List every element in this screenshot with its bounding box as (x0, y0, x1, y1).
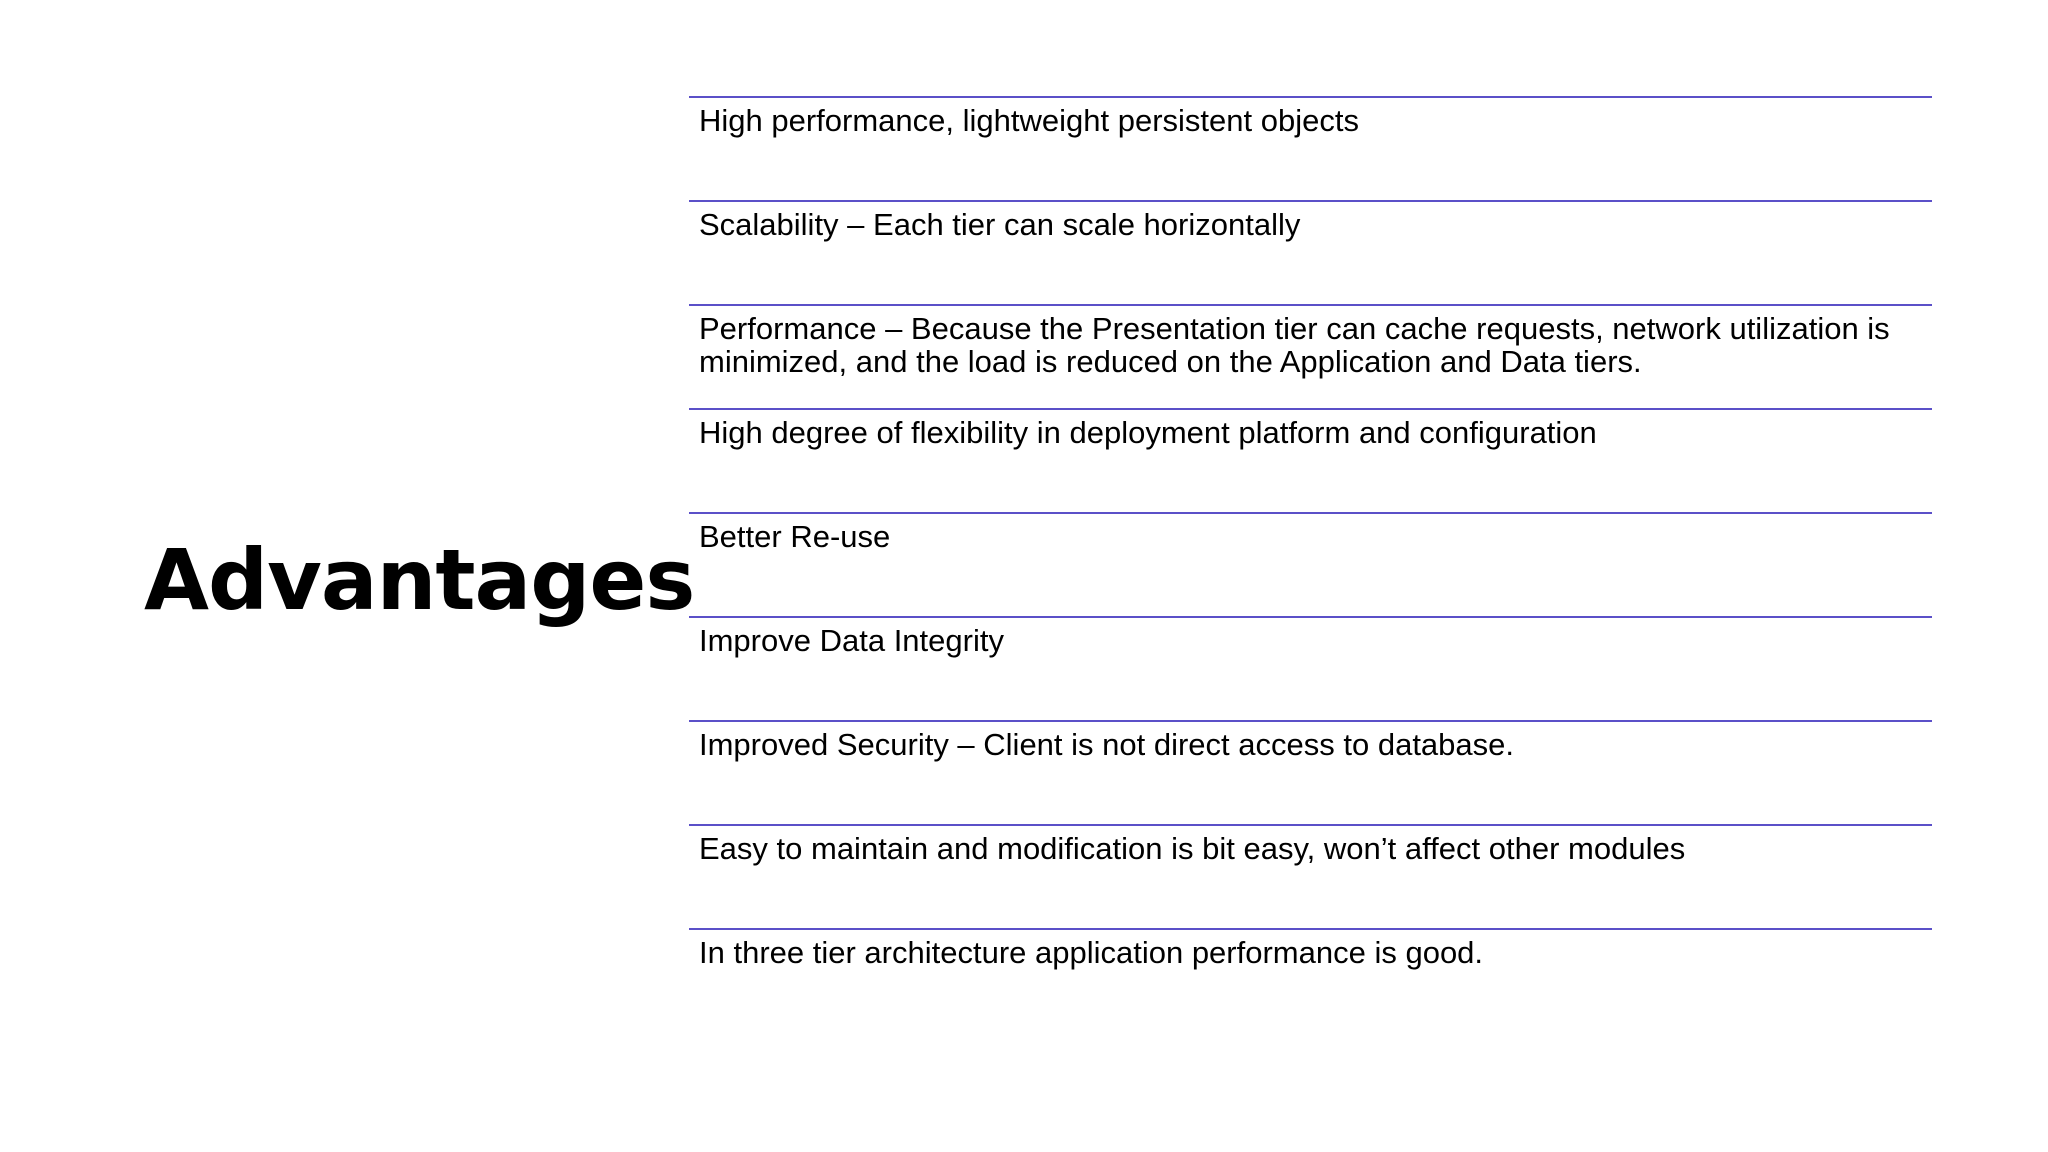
advantage-item-three-tier-performance: In three tier architecture application performance is good. (689, 928, 1932, 1032)
slide-title: Advantages (144, 531, 695, 629)
advantage-item-performance: High performance, lightweight persistent objects (689, 96, 1932, 200)
advantage-item-caching: Performance – Because the Presentation tier can cache requests, network utilization is minimized, and the load is reduced on the Application and Data tiers. (689, 304, 1932, 408)
advantage-item-scalability: Scalability – Each tier can scale horizontally (689, 200, 1932, 304)
advantage-item-data-integrity: Improve Data Integrity (689, 616, 1932, 720)
advantage-item-flexibility: High degree of flexibility in deployment platform and configuration (689, 408, 1932, 512)
advantages-list (689, 96, 1932, 1032)
advantage-item-security: Improved Security – Client is not direct access to database. (689, 720, 1932, 824)
advantage-item-reuse: Better Re-use (689, 512, 1932, 616)
advantage-item-maintainability: Easy to maintain and modification is bit easy, won’t affect other modules (689, 824, 1932, 928)
